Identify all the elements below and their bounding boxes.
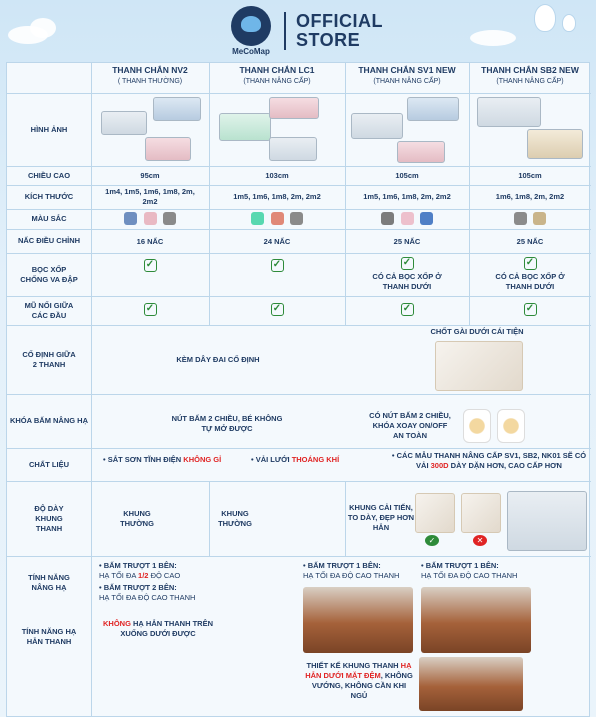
latch-closeup-photo — [435, 341, 523, 391]
lift-two-side-desc: HẠ TỐI ĐA ĐỘ CAO THANH — [99, 593, 196, 602]
foam-sv1 — [345, 257, 469, 292]
material-mesh: • VẢI LƯỚI THOÁNG KHÍ — [251, 455, 340, 464]
material-highlight: THOÁNG KHÍ — [291, 455, 340, 464]
column-subtitle: (THANH NÂNG CẤP) — [243, 78, 311, 85]
check-icon: ✓ — [524, 303, 537, 316]
lift-one-side: • BẤM TRƯỢT 1 BÊN: — [303, 561, 381, 570]
rail-photo-blue — [153, 97, 201, 121]
foam-note: CÓ CẢ BỌC XỐP Ở THANH DƯỚI — [495, 272, 565, 291]
height-sb2: 105cm — [518, 171, 542, 180]
rail-photo-pink — [145, 137, 191, 161]
levels-sv1: 25 NẤC — [393, 237, 421, 246]
check-icon: ✓ — [524, 257, 537, 270]
lift-sv1 — [303, 561, 413, 581]
color-swatch-pink[interactable] — [401, 212, 414, 225]
colors-nv2 — [91, 212, 209, 225]
lower-new — [303, 661, 415, 701]
check-icon: ✓ — [144, 259, 157, 272]
material-text: VẢI LƯỚI — [255, 455, 292, 464]
levels-nv2: 16 NẤC — [136, 237, 164, 246]
brand-name: MeCoMap — [232, 47, 270, 56]
color-swatch-coral[interactable] — [271, 212, 284, 225]
lock-knob-photo — [497, 409, 525, 443]
shark-icon — [231, 6, 271, 46]
rail-photo-gray — [477, 97, 541, 127]
color-swatch-gray[interactable] — [290, 212, 303, 225]
lift-title: BẤM TRƯỢT 1 BÊN: — [103, 561, 177, 570]
row-label-thickness: ĐỘ DÀY KHUNG THANH — [34, 503, 64, 533]
material-text: SẮT SƠN TĨNH ĐIỆN — [107, 455, 184, 464]
lift-sb2 — [421, 561, 541, 581]
check-icon: ✓ — [401, 257, 414, 270]
colors-sv1 — [345, 212, 469, 225]
color-swatch-beige[interactable] — [533, 212, 546, 225]
lift-two-side: • BẤM TRƯỢT 2 BÊN: — [99, 583, 177, 592]
joint-sv1 — [345, 303, 469, 316]
row-label-fix: CỐ ĐỊNH GIỮA 2 THANH — [22, 349, 76, 369]
cloud-decoration — [30, 18, 56, 38]
joint-sb2 — [469, 303, 591, 316]
header — [0, 0, 596, 62]
row-label-color: MÀU SẮC — [31, 214, 67, 223]
lift-one-side: • BẤM TRƯỢT 1 BÊN: — [421, 561, 499, 570]
column-header-nv2 — [91, 65, 209, 87]
column-title: THANH CHẮN SB2 NEW — [481, 65, 579, 75]
check-icon: ✓ — [271, 303, 284, 316]
row-label-foam: BỌC XỐP CHỐNG VA ĐẬP — [20, 264, 78, 284]
foam-sb2 — [469, 257, 591, 292]
lift-text: ĐỘ CAO — [148, 571, 181, 580]
rail-photo-gray — [351, 113, 403, 139]
column-title: THANH CHẮN LC1 — [239, 65, 315, 75]
lift-one-side-desc: HẠ TỐI ĐA ĐỘ CAO THANH — [421, 571, 518, 580]
check-icon: ✓ — [144, 303, 157, 316]
rail-photo-gray — [101, 111, 147, 135]
column-title: THANH CHẮN SV1 NEW — [358, 65, 456, 75]
height-sv1: 105cm — [395, 171, 419, 180]
lowered-rail-photo — [419, 657, 523, 711]
color-swatch-blue[interactable] — [420, 212, 433, 225]
official-store-title — [296, 12, 383, 50]
thickness-new: KHUNG CẢI TIẾN, TO DÀY, ĐẸP HƠN HẲN — [347, 503, 415, 532]
foam-lc1 — [209, 259, 345, 272]
store-line: STORE — [296, 30, 361, 50]
rail-photo-mint — [219, 113, 271, 141]
balloon-icon — [562, 14, 576, 32]
foam-nv2 — [91, 259, 209, 272]
fix-latch: CHỐT GÀI DƯỚI CÁI TIỆN — [430, 327, 524, 336]
lock-button-photo — [463, 409, 491, 443]
row-label-lock: KHÓA BẤM NÂNG HẠ — [9, 416, 89, 425]
material-text: DÀY DẶN HƠN, CAO CẤP HƠN — [448, 461, 562, 470]
lift-title: BẤM TRƯỢT 2 BÊN: — [103, 583, 177, 592]
column-title: THANH CHẮN NV2 — [112, 65, 188, 75]
row-label-height: CHIỀU CAO — [27, 170, 71, 180]
rail-photo-pink — [397, 141, 445, 163]
rail-photo-beige — [527, 129, 583, 159]
cross-icon: ✕ — [473, 535, 487, 546]
color-swatch-mint[interactable] — [251, 212, 264, 225]
comparison-table — [6, 62, 590, 717]
material-highlight: KHÔNG GỈ — [183, 455, 222, 464]
row-label-joint-cap: MŨ NỐI GIỮA CÁC ĐẦU — [24, 300, 74, 320]
bed-rail-photo-sv1 — [303, 587, 413, 653]
brand-logo — [228, 6, 274, 56]
material-300d: • CÁC MẪU THANH NÂNG CẤP SV1, SB2, NK01 SẼ CÓ VẢI 300D DÀY DẶN HƠN, CAO CẤP HƠN — [391, 451, 587, 470]
row-label-levels: NẤC ĐIỀU CHỈNH — [17, 236, 81, 245]
cloud-decoration — [470, 30, 516, 46]
joint-lc1 — [209, 303, 345, 316]
check-icon: ✓ — [271, 259, 284, 272]
levels-sb2: 25 NẤC — [516, 237, 544, 246]
lift-highlight: 1/2 — [138, 571, 149, 580]
lift-text: HẠ TỐI ĐA — [99, 571, 139, 580]
balloon-icon — [534, 4, 556, 32]
frame-thin-photo — [461, 493, 501, 533]
column-header-sb2 — [469, 65, 591, 87]
lower-highlight: KHÔNG — [103, 619, 131, 628]
lift-one-side-desc — [99, 571, 209, 581]
lower-text: HẠ HẲN THANH TRÊN XUỐNG DƯỚI ĐƯỢC — [120, 619, 214, 638]
bed-rail-photo-sb2 — [421, 587, 531, 653]
lift-title: BẤM TRƯỢT 1 BÊN: — [425, 561, 499, 570]
size-sv1: 1m5, 1m6, 1m8, 2m, 2m2 — [363, 192, 451, 201]
color-swatch-gray[interactable] — [514, 212, 527, 225]
height-nv2: 95cm — [140, 171, 160, 180]
size-nv2: 1m4, 1m5, 1m6, 1m8, 2m, 2m2 — [105, 187, 195, 206]
frame-thick-photo — [415, 493, 455, 533]
colors-sb2 — [469, 212, 591, 225]
color-swatch-gray[interactable] — [163, 212, 176, 225]
lower-nv2 — [103, 619, 213, 639]
size-sb2: 1m6, 1m8, 2m, 2m2 — [495, 192, 565, 201]
column-header-lc1 — [209, 65, 345, 87]
fix-strap: KÈM DÂY ĐAI CỐ ĐỊNH — [176, 355, 260, 364]
color-swatch-gray[interactable] — [381, 212, 394, 225]
rail-thick-frame-photo — [507, 491, 587, 551]
rail-photo-coral — [269, 97, 319, 119]
material-steel: • SẮT SƠN TĨNH ĐIỆN KHÔNG GỈ — [103, 455, 222, 464]
lower-text: THIẾT KẾ KHUNG THANH — [306, 661, 401, 670]
thickness-lc1: KHUNG THƯỜNG — [218, 509, 252, 528]
material-text: CÁC MẪU THANH NÂNG CẤP SV1, SB2, NK01 SẼ CÓ VẢI — [396, 451, 587, 470]
column-subtitle: (THANH NÂNG CẤP) — [496, 78, 564, 85]
row-label-material: CHẤT LIỆU — [29, 459, 69, 469]
lift-nv2 — [99, 561, 209, 603]
lift-one-side: • BẤM TRƯỢT 1 BÊN: — [99, 561, 177, 570]
row-label-image: HÌNH ẢNH — [30, 124, 68, 134]
material-highlight: 300D — [430, 461, 449, 470]
joint-nv2 — [91, 303, 209, 316]
check-icon: ✓ — [401, 303, 414, 316]
row-label-size: KÍCH THƯỚC — [24, 192, 74, 201]
levels-lc1: 24 NẤC — [263, 237, 291, 246]
color-swatch-blue[interactable] — [124, 212, 137, 225]
row-label-lift: TÍNH NĂNG NÂNG HẠ — [28, 573, 70, 592]
color-swatch-pink[interactable] — [144, 212, 157, 225]
header-divider — [284, 12, 286, 50]
check-icon: ✓ — [425, 535, 439, 546]
lock-rotary: CÓ NÚT BẤM 2 CHIỀU, KHÓA XOAY ON/OFF AN TOÀN — [369, 411, 451, 440]
lower-highlight: HẠ HẲN DƯỚI MẶT ĐỆM — [305, 661, 412, 680]
column-subtitle: (THANH NÂNG CẤP) — [373, 78, 441, 85]
official-line: OFFICIAL — [296, 11, 383, 31]
size-lc1: 1m5, 1m6, 1m8, 2m, 2m2 — [233, 192, 321, 201]
lock-two-way: NÚT BẤM 2 CHIỀU, BÉ KHÔNG TỰ MỞ ĐƯỢC — [171, 414, 283, 433]
thickness-nv2: KHUNG THƯỜNG — [120, 509, 154, 528]
rail-photo-gray — [269, 137, 317, 161]
lift-one-side-desc: HẠ TỐI ĐA ĐỘ CAO THANH — [303, 571, 400, 580]
column-subtitle: ( THANH THƯỜNG) — [117, 78, 183, 85]
rail-photo-blue — [407, 97, 459, 121]
foam-note: CÓ CẢ BỌC XỐP Ở THANH DƯỚI — [372, 272, 442, 291]
lower-text: , KHÔNG VƯỚNG, KHÔNG CẦN KHI NGỦ — [311, 671, 413, 700]
height-lc1: 103cm — [265, 171, 289, 180]
row-label-lower: TÍNH NĂNG HẠ HẲN THANH — [21, 627, 77, 646]
colors-lc1 — [209, 212, 345, 225]
column-header-sv1 — [345, 65, 469, 87]
lift-title: BẤM TRƯỢT 1 BÊN: — [307, 561, 381, 570]
